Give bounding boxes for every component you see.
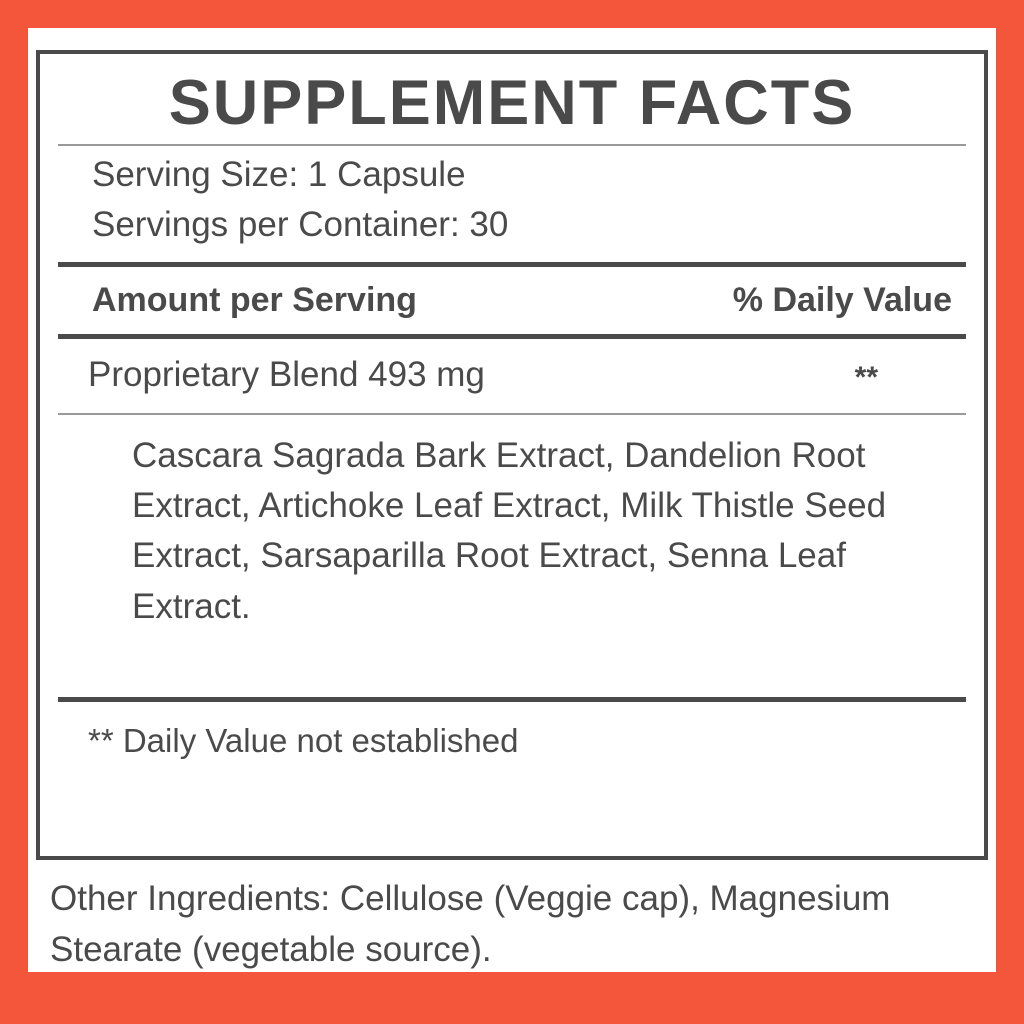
serving-size-line: Serving Size: 1 Capsule xyxy=(92,155,466,195)
page-title: SUPPLEMENT FACTS xyxy=(168,68,856,138)
amount-per-serving-header: Amount per Serving xyxy=(92,280,417,319)
daily-value-header: % Daily Value xyxy=(732,280,952,319)
label-panel xyxy=(28,28,996,972)
daily-value-footnote: ** Daily Value not established xyxy=(88,721,519,759)
proprietary-blend-name: Proprietary Blend 493 mg xyxy=(88,354,485,394)
other-ingredients: Other Ingredients: Cellulose (Veggie cap), Magnesium Stearate (vegetable source). xyxy=(50,879,891,969)
servings-per-container-line: Servings per Container: 30 xyxy=(92,204,509,244)
supplement-facts-box xyxy=(36,50,988,860)
amount-header-row xyxy=(58,267,966,334)
proprietary-blend-daily-value: ** xyxy=(854,360,878,394)
ingredients-list: Cascara Sagrada Bark Extract, Dandelion Root Extract, Artichoke Leaf Extract, Milk Thistle Seed Extract, Sarsaparilla Root Extract, Senna Leaf Extract. xyxy=(132,435,887,626)
serving-info xyxy=(58,146,966,261)
proprietary-blend-row xyxy=(58,339,966,413)
